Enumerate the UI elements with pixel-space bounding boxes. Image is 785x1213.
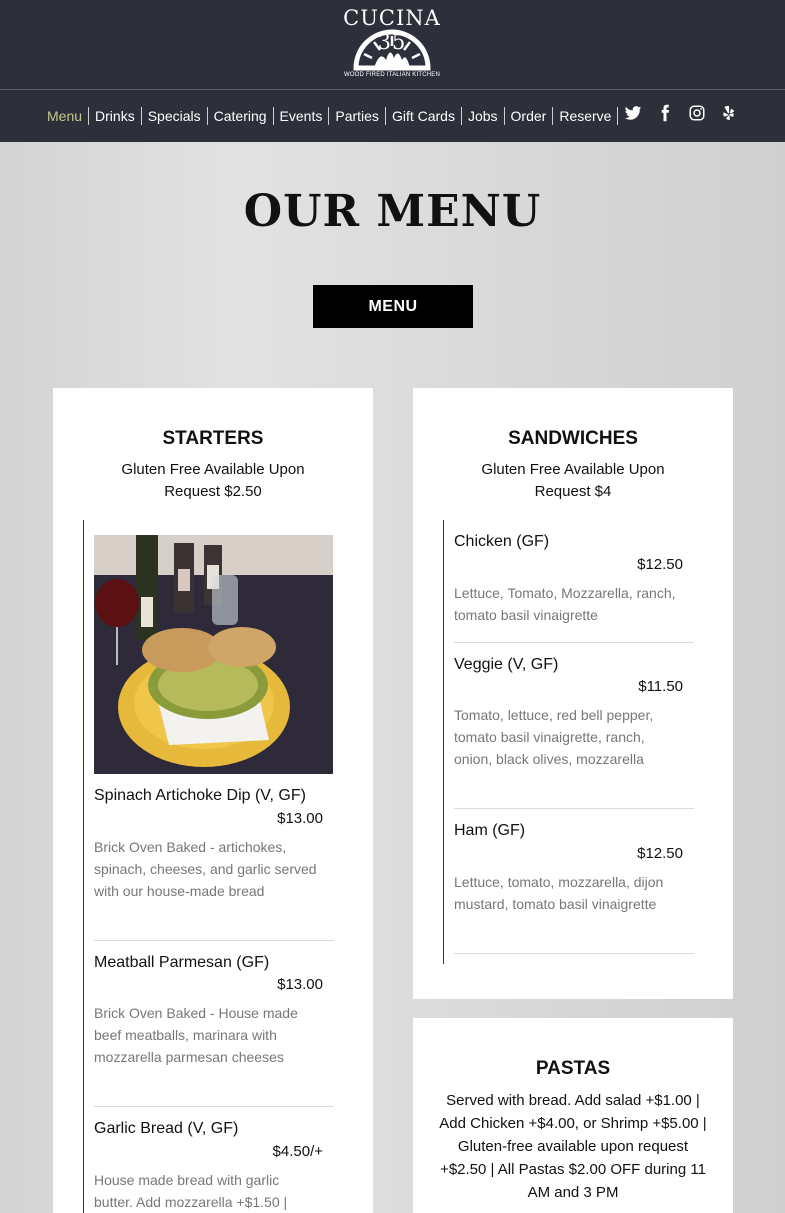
- starters-note: Gluten Free Available Upon Request $2.50: [121, 461, 305, 500]
- item-separator: [94, 1106, 334, 1107]
- starter-item-price: $4.50/+: [272, 1143, 323, 1160]
- instagram-icon[interactable]: [688, 104, 706, 124]
- pastas-card: [413, 1018, 733, 1213]
- sandwiches-note: Gluten Free Available Upon Request $4: [481, 461, 665, 500]
- item-separator: [94, 940, 334, 941]
- page-title: OUR MENU: [243, 186, 542, 237]
- nav-links: [41, 104, 618, 128]
- sandwiches-divider-line: [443, 520, 444, 964]
- spinach-dip-photo: [94, 535, 333, 774]
- facebook-icon[interactable]: [656, 104, 674, 124]
- starters-title: STARTERS: [162, 428, 264, 449]
- sandwiches-title: SANDWICHES: [508, 428, 638, 449]
- item-separator: [454, 642, 694, 643]
- yelp-icon[interactable]: [720, 104, 738, 124]
- starter-item-price: $13.00: [277, 976, 323, 993]
- sandwich-item-desc: Lettuce, Tomato, Mozzarella, ranch, tomato basil vinaigrette: [454, 585, 676, 623]
- starter-item-desc: House made bread with garlic butter. Add mozzarella +$1.50 |: [94, 1172, 288, 1210]
- starter-item-name: Garlic Bread (V, GF): [94, 1120, 239, 1137]
- nav-item-drinks[interactable]: Drinks: [89, 107, 142, 125]
- starter-item-name: Meatball Parmesan (GF): [94, 954, 270, 971]
- item-separator: [454, 808, 694, 809]
- nav-item-reserve[interactable]: Reserve: [553, 107, 618, 125]
- starters-card: [53, 388, 373, 1213]
- sandwiches-card: [413, 388, 733, 999]
- nav-item-gift-cards[interactable]: Gift Cards: [386, 107, 462, 125]
- sandwich-item-price: $12.50: [637, 845, 683, 862]
- menu-button[interactable]: MENU: [313, 285, 473, 328]
- sandwich-item-desc: Lettuce, tomato, mozzarella, dijon mustard, tomato basil vinaigrette: [454, 874, 664, 912]
- starters-divider-line: [83, 520, 84, 1213]
- brand-tagline: WOOD FIRED ITALIAN KITCHEN: [343, 72, 441, 78]
- nav-item-events[interactable]: Events: [274, 107, 330, 125]
- starter-item-desc: Brick Oven Baked - House made beef meatballs, marinara with mozzarella parmesan cheeses: [94, 1005, 298, 1065]
- nav-item-menu[interactable]: Menu: [41, 107, 89, 125]
- nav-item-catering[interactable]: Catering: [208, 107, 274, 125]
- sandwich-item-name: Ham (GF): [454, 822, 526, 839]
- brand-logo[interactable]: [340, 6, 444, 84]
- sandwich-item-price: $11.50: [638, 678, 683, 695]
- sandwich-item-price: $12.50: [637, 556, 683, 573]
- starter-item-price: $13.00: [277, 810, 323, 827]
- starter-item-desc: Brick Oven Baked - artichokes, spinach, cheeses, and garlic served with our house-made bread: [94, 839, 317, 899]
- sandwich-item-name: Veggie (V, GF): [454, 656, 559, 673]
- nav-item-order[interactable]: Order: [505, 107, 554, 125]
- nav-item-jobs[interactable]: Jobs: [462, 107, 505, 125]
- item-separator: [454, 953, 694, 954]
- sandwich-item-name: Chicken (GF): [454, 533, 550, 550]
- brand-name: CUCINA 35: [343, 6, 441, 54]
- nav-item-specials[interactable]: Specials: [142, 107, 208, 125]
- sandwich-item-desc: Tomato, lettuce, red bell pepper, tomato basil vinaigrette, ranch, onion, black olives, mozzarella: [454, 707, 654, 767]
- nav-item-parties[interactable]: Parties: [329, 107, 386, 125]
- twitter-icon[interactable]: [624, 104, 642, 124]
- pastas-title: PASTAS: [535, 1058, 611, 1079]
- site-header: [0, 0, 785, 89]
- starter-item-name: Spinach Artichoke Dip (V, GF): [94, 787, 306, 804]
- pastas-note: Served with bread. Add salad +$1.00 | Add Chicken +$4.00, or Shrimp +$5.00 | Gluten-free available upon request +$2.50 | All Pastas $2.00 OFF during 11 AM and 3 PM: [439, 1092, 707, 1201]
